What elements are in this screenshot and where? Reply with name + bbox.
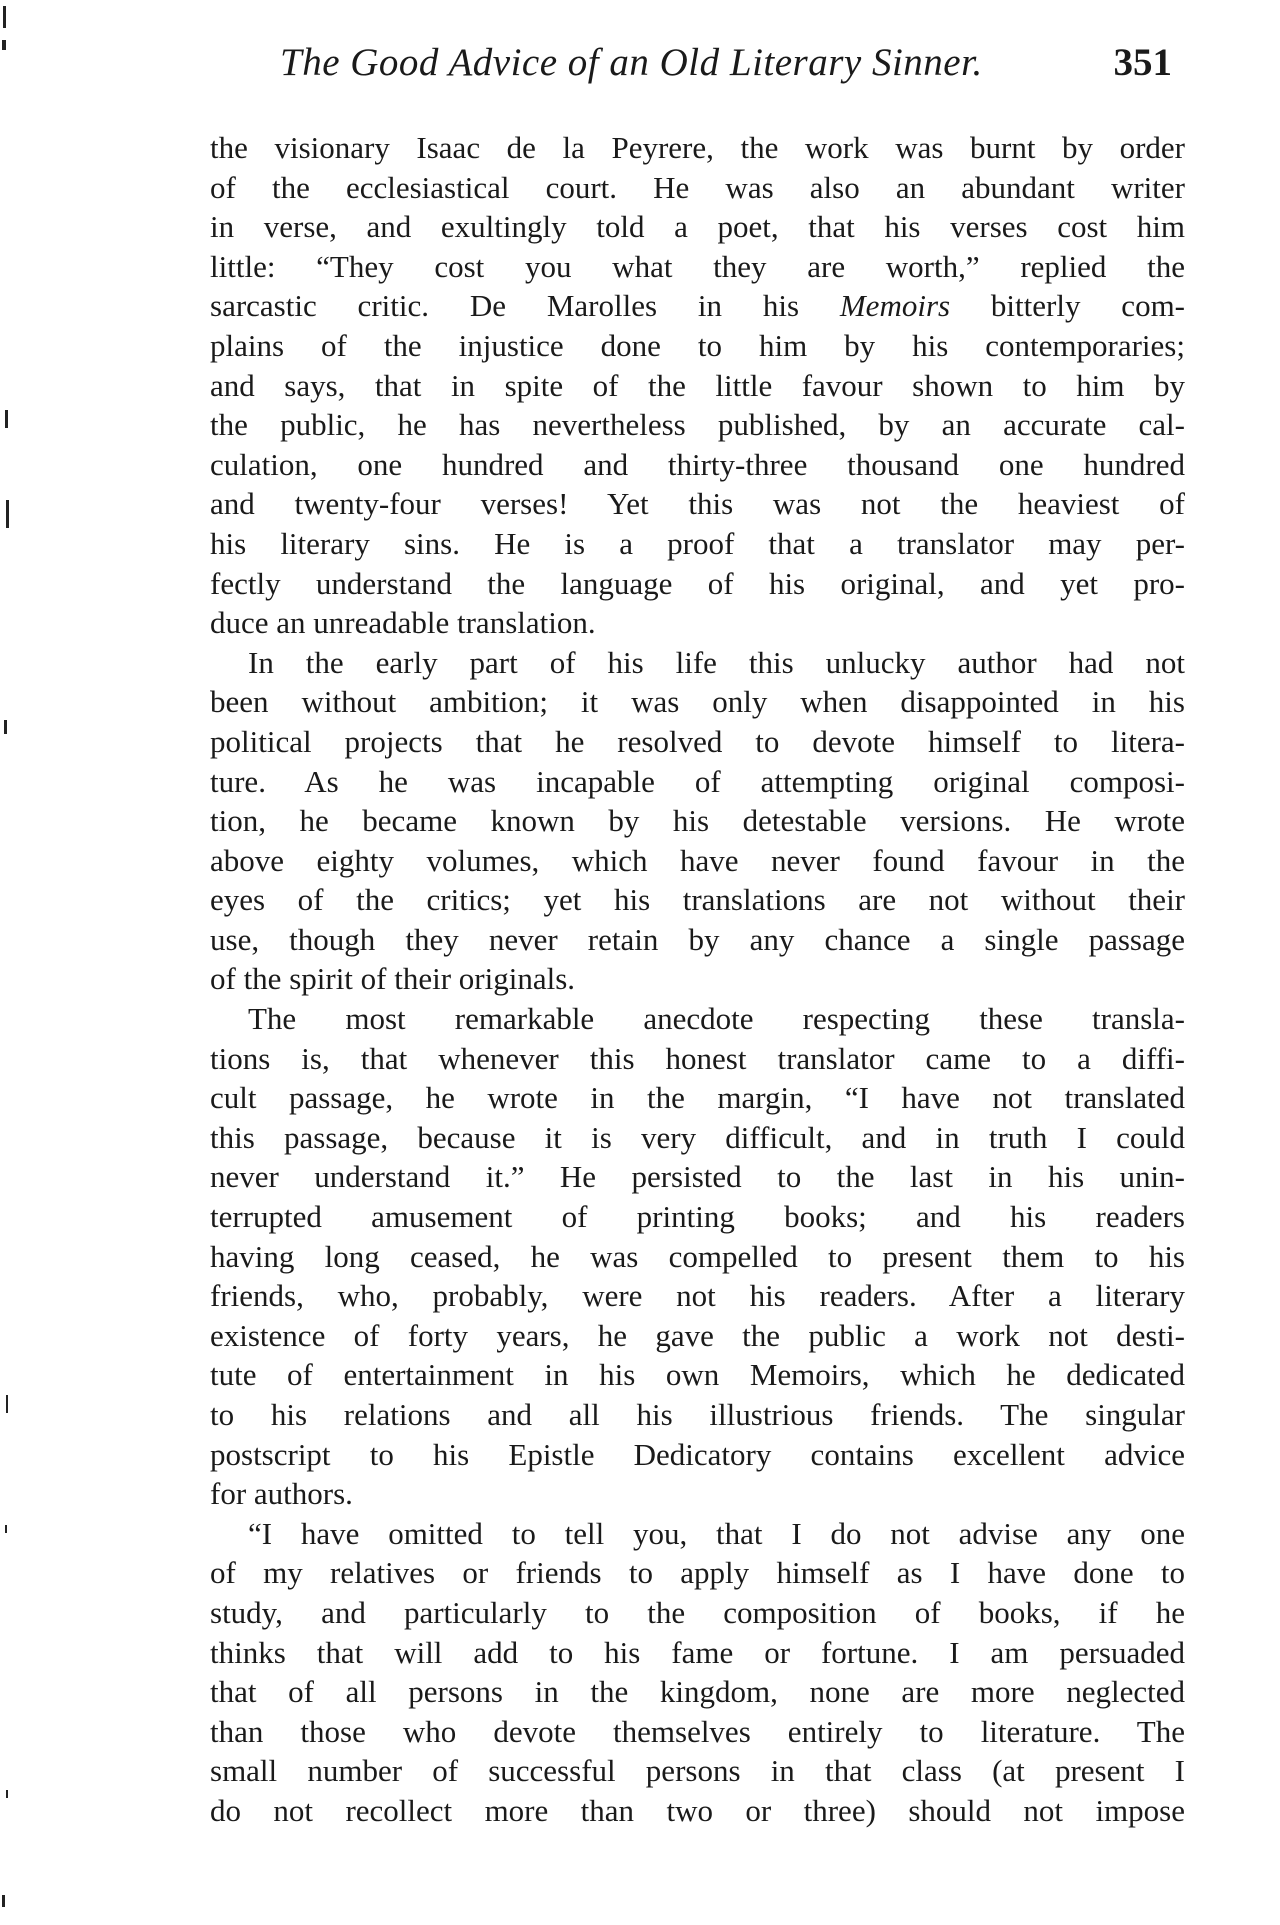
text-line: culation, one hundred and thirty-three thousand one hundred bbox=[210, 446, 1185, 482]
page-header bbox=[210, 40, 1210, 96]
text-line: in verse, and exultingly told a poet, that his verses cost him bbox=[210, 209, 1185, 245]
text-line: to his relations and all his illustrious friends. The singular bbox=[210, 1397, 1185, 1432]
body-text bbox=[210, 128, 1185, 1831]
text-line: fectly understand the language of his original, and yet pro- bbox=[210, 565, 1185, 601]
paragraph-4 bbox=[210, 1514, 1185, 1831]
text-line: of the spirit of their originals. bbox=[210, 961, 576, 997]
text-line: for authors. bbox=[210, 1476, 353, 1512]
text-line: ture. As he was incapable of attempting original composi- bbox=[210, 763, 1185, 799]
text-line: that of all persons in the kingdom, none are more neglected bbox=[210, 1674, 1185, 1710]
scan-speck bbox=[6, 1790, 8, 1798]
text-line: do not recollect more than two or three) should not impose bbox=[210, 1792, 1185, 1828]
scan-speck bbox=[6, 500, 9, 528]
text-line-with-italic bbox=[210, 286, 1185, 326]
paragraph-3 bbox=[210, 999, 1185, 1514]
text-line: tion, he became known by his detestable versions. He wrote bbox=[210, 803, 1185, 839]
text-line: cult passage, he wrote in the margin, “I have not translated bbox=[210, 1080, 1185, 1116]
scan-speck bbox=[3, 6, 6, 28]
scan-speck bbox=[2, 1895, 5, 1907]
text-line: friends, who, probably, were not his readers. After a literary bbox=[210, 1278, 1185, 1314]
text-line: duce an unreadable translation. bbox=[210, 605, 596, 641]
text-line: and says, that in spite of the little favour shown to him by bbox=[210, 367, 1185, 403]
text-line: his literary sins. He is a proof that a translator may per- bbox=[210, 525, 1185, 561]
scan-speck bbox=[5, 1525, 7, 1533]
text-line: having long ceased, he was compelled to present them to his bbox=[210, 1238, 1185, 1274]
text-line: political projects that he resolved to devote himself to litera- bbox=[210, 723, 1185, 759]
text-line: above eighty volumes, which have never found favour in the bbox=[210, 842, 1185, 878]
text-line: In the early part of his life this unlucky author had not bbox=[248, 644, 1185, 680]
text-line: eyes of the critics; yet his translations are not without their bbox=[210, 882, 1185, 918]
running-title: The Good Advice of an Old Literary Sinner. bbox=[280, 41, 983, 84]
scan-speck bbox=[4, 720, 7, 734]
text-line: use, though they never retain by any chance a single passage bbox=[210, 921, 1185, 957]
text-line: this passage, because it is very difficult, and in truth I could bbox=[210, 1119, 1185, 1155]
paragraph-1 bbox=[210, 128, 1185, 643]
text-line: study, and particularly to the composition of books, if he bbox=[210, 1594, 1185, 1630]
text-line: small number of successful persons in that class (at present I bbox=[210, 1753, 1185, 1789]
text-segment: bitterly com- bbox=[950, 288, 1185, 324]
scan-speck bbox=[5, 410, 8, 428]
text-line: tions is, that whenever this honest translator came to a diffi- bbox=[210, 1040, 1185, 1076]
page-number: 351 bbox=[1113, 41, 1172, 84]
text-line: tute of entertainment in his own Memoirs, which he dedicated bbox=[210, 1357, 1185, 1393]
scan-speck bbox=[2, 40, 6, 50]
italic-title: Memoirs bbox=[839, 288, 951, 324]
text-line: thinks that will add to his fame or fortune. I am persuaded bbox=[210, 1634, 1185, 1670]
text-line: existence of forty years, he gave the public a work not desti- bbox=[210, 1317, 1185, 1353]
scan-speck bbox=[6, 1395, 8, 1413]
text-line: plains of the injustice done to him by his contemporaries; bbox=[210, 327, 1185, 363]
scan-margin-specks bbox=[0, 0, 40, 1925]
text-line: The most remarkable anecdote respecting these transla- bbox=[248, 1001, 1185, 1037]
text-line: “I have omitted to tell you, that I do not advise any one bbox=[248, 1515, 1185, 1551]
text-line: of my relatives or friends to apply himself as I have done to bbox=[210, 1555, 1185, 1591]
text-line: been without ambition; it was only when disappointed in his bbox=[210, 684, 1185, 720]
text-line: the public, he has nevertheless published, by an accurate cal- bbox=[210, 407, 1185, 443]
text-line: of the ecclesiastical court. He was also an abundant writer bbox=[210, 169, 1185, 205]
text-line: terrupted amusement of printing books; and his readers bbox=[210, 1199, 1185, 1235]
paragraph-2 bbox=[210, 643, 1185, 999]
text-line: than those who devote themselves entirely to literature. The bbox=[210, 1713, 1185, 1749]
text-line: the visionary Isaac de la Peyrere, the work was burnt by order bbox=[210, 130, 1185, 165]
text-segment: sarcastic critic. De Marolles in his bbox=[210, 288, 840, 324]
text-line: little: “They cost you what they are worth,” replied the bbox=[210, 248, 1185, 284]
text-line: and twenty-four verses! Yet this was not the heaviest of bbox=[210, 486, 1185, 522]
text-line: never understand it.” He persisted to the last in his unin- bbox=[210, 1159, 1185, 1195]
text-line: postscript to his Epistle Dedicatory contains excellent advice bbox=[210, 1436, 1185, 1472]
